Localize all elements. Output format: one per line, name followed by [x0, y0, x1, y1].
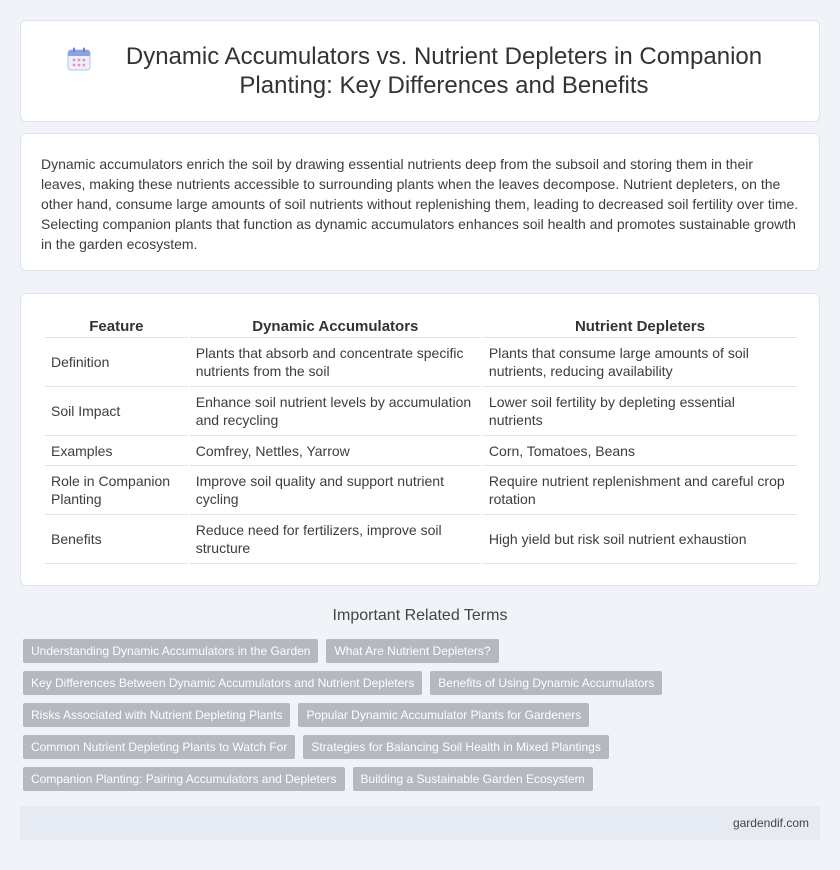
table-row — [45, 387, 797, 436]
table-cell: Corn, Tomatoes, Beans — [483, 436, 797, 466]
related-term-link[interactable]: Building a Sustainable Garden Ecosystem — [353, 767, 593, 791]
header-feature: Feature — [45, 314, 188, 338]
calendar-icon — [66, 46, 92, 72]
footer-site-link[interactable]: gardendif.com — [732, 816, 809, 830]
tag-row — [23, 735, 823, 759]
related-term-link[interactable]: Popular Dynamic Accumulator Plants for Gardeners — [298, 703, 589, 727]
table-cell: Reduce need for fertilizers, improve soil structure — [190, 515, 481, 564]
related-terms-list — [23, 639, 823, 799]
tag-row — [23, 767, 823, 791]
intro-paragraph: Dynamic accumulators enrich the soil by drawing essential nutrients deep from the subsoil and storing them in their leaves, making these nutrients accessible to surrounding plants when the leaves decompose. Nutrient depleters, on the other hand, consume large amounts of soil nutrients without replenishing them, leading to decreased soil fertility over time. Selecting companion plants that function as dynamic accumulators enhances soil health and promotes sustainable growth in the garden ecosystem. — [41, 156, 799, 252]
page-title: Dynamic Accumulators vs. Nutrient Depleters in Companion Planting: Key Differences and Benefits — [125, 43, 763, 99]
related-term-link[interactable]: Key Differences Between Dynamic Accumulators and Nutrient Depleters — [23, 671, 422, 695]
intro-card — [20, 133, 820, 271]
table-cell: Examples — [45, 436, 188, 466]
comparison-table-card — [20, 293, 820, 586]
table-cell: Plants that consume large amounts of soil nutrients, reducing availability — [483, 338, 797, 387]
table-cell: Plants that absorb and concentrate specific nutrients from the soil — [190, 338, 481, 387]
table-cell: Soil Impact — [45, 387, 188, 436]
related-term-link[interactable]: Understanding Dynamic Accumulators in the Garden — [23, 639, 318, 663]
table-row — [45, 466, 797, 515]
related-term-link[interactable]: Strategies for Balancing Soil Health in Mixed Plantings — [303, 735, 609, 759]
table-cell: Definition — [45, 338, 188, 387]
table-cell: Enhance soil nutrient levels by accumulation and recycling — [190, 387, 481, 436]
footer — [20, 806, 820, 840]
tag-row — [23, 639, 823, 663]
tag-row — [23, 671, 823, 695]
tag-row — [23, 703, 823, 727]
table-row — [45, 436, 797, 466]
table-cell: Lower soil fertility by depleting essential nutrients — [483, 387, 797, 436]
header-card — [20, 20, 820, 122]
related-term-link[interactable]: Common Nutrient Depleting Plants to Watch For — [23, 735, 295, 759]
table-row — [45, 338, 797, 387]
related-term-link[interactable]: Benefits of Using Dynamic Accumulators — [430, 671, 662, 695]
table-cell: Comfrey, Nettles, Yarrow — [190, 436, 481, 466]
comparison-table — [43, 314, 799, 564]
table-cell: Require nutrient replenishment and careful crop rotation — [483, 466, 797, 515]
related-terms-title: Important Related Terms — [332, 607, 508, 624]
related-term-link[interactable]: Companion Planting: Pairing Accumulators and Depleters — [23, 767, 345, 791]
table-cell: Role in Companion Planting — [45, 466, 188, 515]
header-dynamic-accumulators: Dynamic Accumulators — [190, 314, 481, 338]
table-cell: Improve soil quality and support nutrient cycling — [190, 466, 481, 515]
table-cell: Benefits — [45, 515, 188, 564]
table-row — [45, 515, 797, 564]
related-term-link[interactable]: What Are Nutrient Depleters? — [326, 639, 498, 663]
table-header-row — [45, 314, 797, 338]
header-nutrient-depleters: Nutrient Depleters — [483, 314, 797, 338]
table-cell: High yield but risk soil nutrient exhaustion — [483, 515, 797, 564]
related-term-link[interactable]: Risks Associated with Nutrient Depleting Plants — [23, 703, 290, 727]
